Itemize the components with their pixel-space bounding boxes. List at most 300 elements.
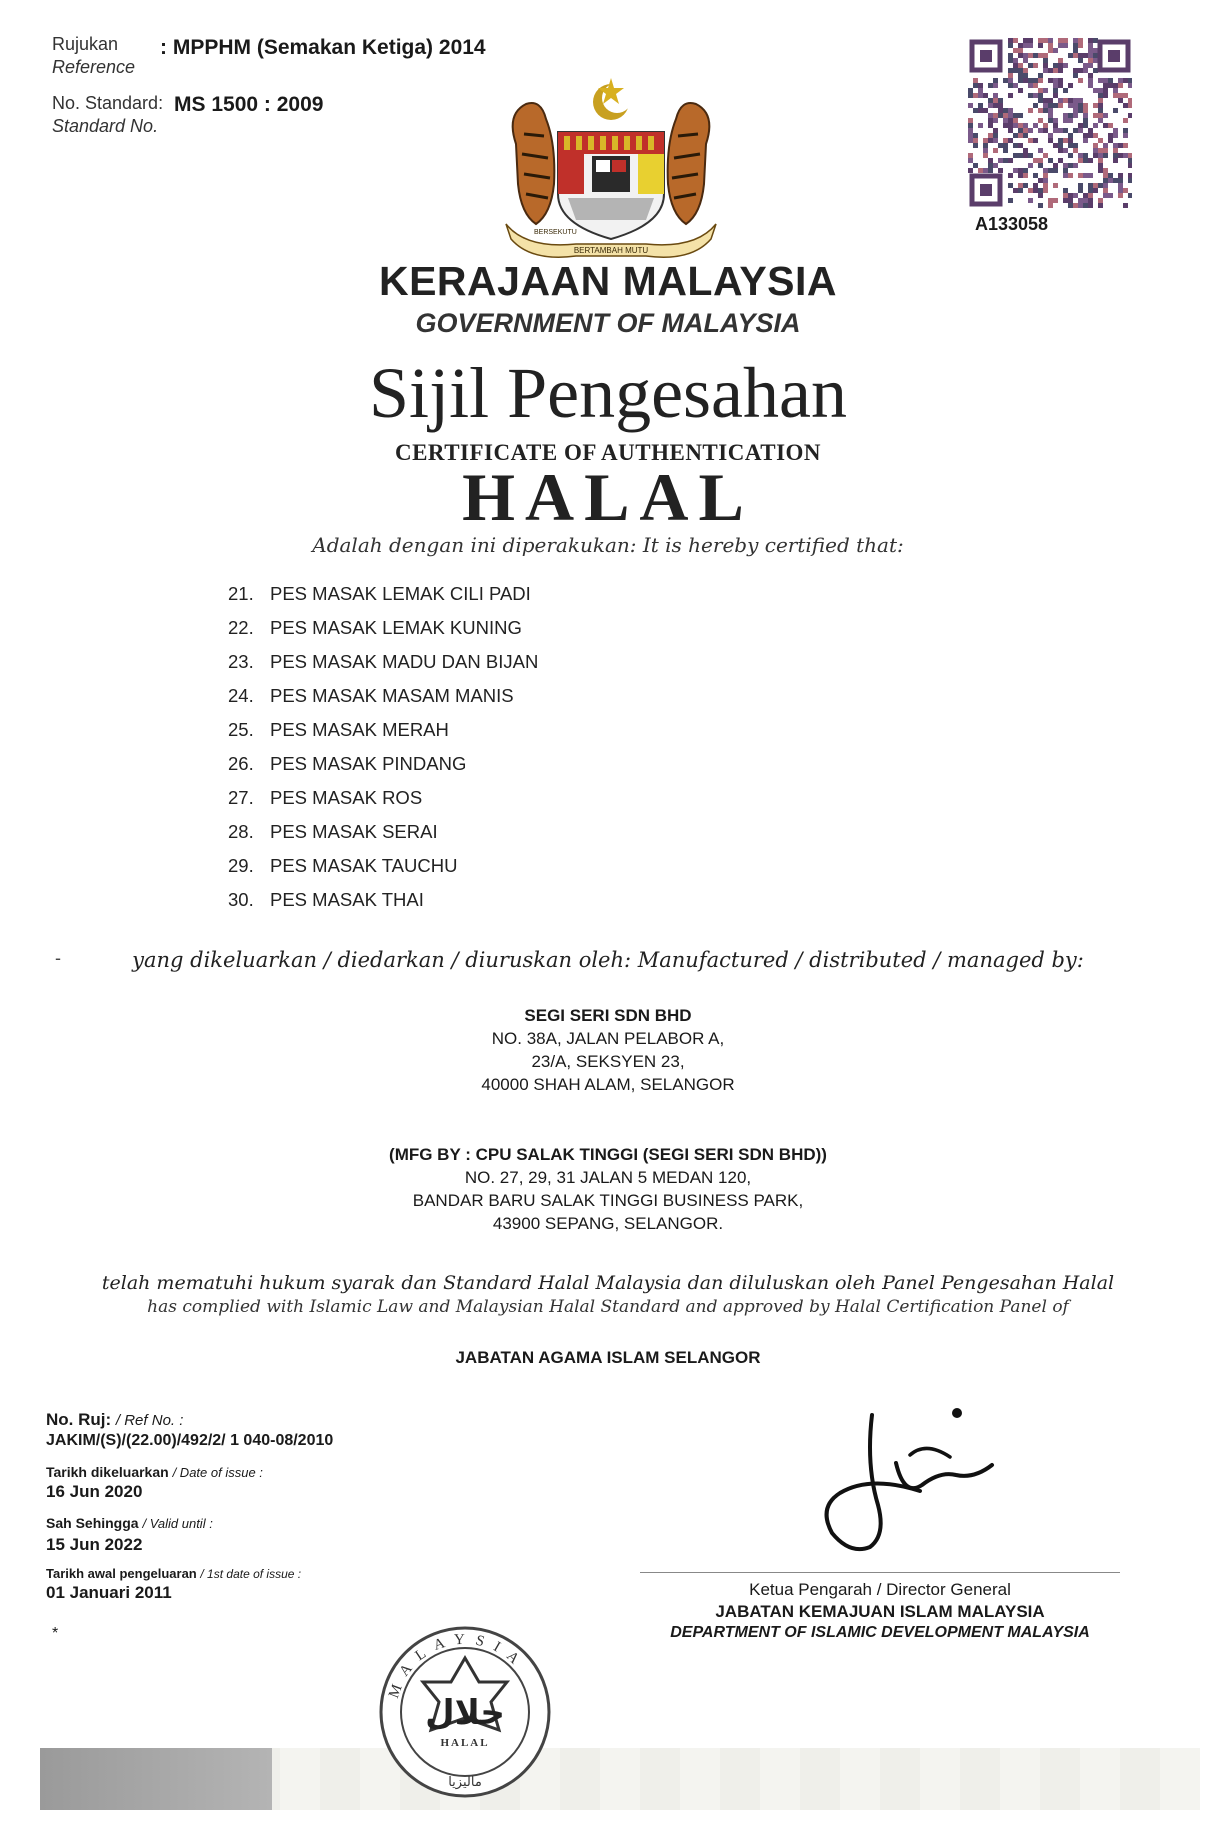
qr-cell <box>1048 38 1053 43</box>
qr-cell <box>998 98 1003 103</box>
qr-cell <box>1123 128 1128 133</box>
mfg-name: (MFG BY : CPU SALAK TINGGI (SEGI SERI SDN BHD)) <box>389 1145 827 1164</box>
issue-date-label-ms: Tarikh dikeluarkan <box>46 1464 169 1480</box>
qr-cell <box>968 158 973 163</box>
qr-cell <box>1063 113 1068 118</box>
qr-cell <box>1033 83 1038 88</box>
qr-cell <box>1128 158 1132 163</box>
qr-cell <box>1038 108 1043 113</box>
qr-cell <box>1123 133 1128 138</box>
qr-cell <box>1013 188 1018 193</box>
qr-cell <box>983 143 988 148</box>
qr-cell <box>1023 53 1028 58</box>
qr-cell <box>1128 193 1132 198</box>
qr-cell <box>1073 68 1078 73</box>
qr-cell <box>1033 183 1038 188</box>
mfg-address-line: NO. 27, 29, 31 JALAN 5 MEDAN 120, <box>464 1168 752 1187</box>
qr-cell <box>1058 103 1063 108</box>
qr-cell <box>1048 103 1053 108</box>
qr-cell <box>1093 143 1098 148</box>
qr-cell <box>1058 58 1063 63</box>
standard-label-ms: No. Standard: <box>52 93 164 113</box>
qr-cell <box>1038 188 1043 193</box>
qr-cell <box>1038 118 1043 123</box>
qr-cell <box>988 138 993 143</box>
qr-cell <box>1103 78 1108 83</box>
qr-cell <box>1113 153 1118 158</box>
qr-cell <box>1078 68 1083 73</box>
qr-cell <box>1003 123 1008 128</box>
qr-cell <box>1008 73 1013 78</box>
qr-cell <box>1073 203 1078 208</box>
qr-cell <box>1028 53 1033 58</box>
qr-cell <box>1018 63 1023 68</box>
product-item <box>228 855 457 877</box>
qr-cell <box>1118 173 1123 178</box>
qr-cell <box>1038 128 1043 133</box>
qr-cell <box>1093 68 1098 73</box>
qr-cell <box>1078 123 1083 128</box>
qr-cell <box>1053 93 1058 98</box>
qr-cell <box>998 108 1003 113</box>
qr-cell <box>1008 68 1013 73</box>
qr-cell <box>1048 118 1053 123</box>
qr-cell <box>1003 108 1008 113</box>
qr-code-icon <box>968 38 1132 208</box>
reference-value: : MPPHM (Semakan Ketiga) 2014 <box>160 36 486 59</box>
qr-cell <box>1048 78 1053 83</box>
qr-cell <box>1013 63 1018 68</box>
qr-cell <box>1013 118 1018 123</box>
qr-cell <box>983 93 988 98</box>
qr-cell <box>1043 63 1048 68</box>
signature-line <box>640 1572 1120 1573</box>
qr-cell <box>1043 168 1048 173</box>
qr-cell <box>1113 143 1118 148</box>
qr-cell <box>1063 193 1068 198</box>
qr-cell <box>1048 108 1053 113</box>
qr-cell <box>1093 148 1098 153</box>
qr-cell <box>1073 193 1078 198</box>
qr-cell <box>1018 153 1023 158</box>
qr-cell <box>1038 73 1043 78</box>
qr-cell <box>1128 178 1132 183</box>
qr-cell <box>1083 158 1088 163</box>
halal-logo-arabic: حلال <box>425 1693 505 1733</box>
qr-cell <box>1018 68 1023 73</box>
crest-ribbon-text: BERTAMBAH MUTU <box>573 246 649 255</box>
qr-cell <box>1103 178 1108 183</box>
qr-cell <box>1023 123 1028 128</box>
product-name: PES MASAK TAUCHU <box>270 855 458 876</box>
qr-cell <box>1078 58 1083 63</box>
qr-cell <box>1098 108 1103 113</box>
qr-cell <box>973 143 978 148</box>
qr-cell <box>993 138 998 143</box>
qr-cell <box>1068 173 1073 178</box>
qr-cell <box>1098 203 1103 208</box>
qr-cell <box>1018 78 1023 83</box>
qr-cell <box>1028 43 1033 48</box>
qr-cell <box>1068 193 1073 198</box>
qr-cell <box>1073 148 1078 153</box>
qr-cell <box>1058 43 1063 48</box>
national-crest-icon <box>496 74 726 264</box>
qr-cell <box>1073 98 1078 103</box>
qr-cell <box>1093 58 1098 63</box>
qr-cell <box>1103 93 1108 98</box>
qr-cell <box>1078 183 1083 188</box>
qr-cell <box>1128 163 1132 168</box>
qr-cell <box>1093 113 1098 118</box>
qr-cell <box>1083 193 1088 198</box>
qr-cell <box>1098 158 1103 163</box>
qr-cell <box>1048 168 1053 173</box>
qr-cell <box>1088 198 1093 203</box>
qr-cell <box>1053 68 1058 73</box>
qr-cell <box>1028 198 1033 203</box>
qr-cell <box>1073 163 1078 168</box>
qr-cell <box>1108 83 1113 88</box>
first-issue-label-ms: Tarikh awal pengeluaran <box>46 1566 197 1581</box>
qr-cell <box>1103 193 1108 198</box>
qr-cell <box>993 128 998 133</box>
qr-cell <box>1033 173 1038 178</box>
star-mark: * <box>52 1625 59 1642</box>
product-item <box>228 889 424 911</box>
qr-cell <box>1013 123 1018 128</box>
qr-cell <box>1088 63 1093 68</box>
qr-cell <box>978 103 983 108</box>
qr-cell <box>1088 193 1093 198</box>
qr-cell <box>1058 63 1063 68</box>
qr-cell <box>988 158 993 163</box>
issue-date-value: 16 Jun 2020 <box>46 1482 143 1501</box>
qr-cell <box>1048 113 1053 118</box>
qr-cell <box>1098 183 1103 188</box>
qr-cell <box>1063 163 1068 168</box>
qr-cell <box>1028 128 1033 133</box>
qr-cell <box>1028 163 1033 168</box>
qr-cell <box>1043 108 1048 113</box>
qr-cell <box>1093 38 1098 43</box>
qr-cell <box>1113 178 1118 183</box>
product-name: PES MASAK LEMAK CILI PADI <box>270 583 531 604</box>
redacted-block <box>40 1748 272 1810</box>
qr-cell <box>1058 128 1063 133</box>
qr-cell <box>1108 133 1113 138</box>
qr-cell <box>1113 88 1118 93</box>
qr-cell <box>1003 138 1008 143</box>
qr-cell <box>1098 98 1103 103</box>
product-name: PES MASAK SERAI <box>270 821 438 842</box>
qr-cell <box>1023 183 1028 188</box>
standard-value: MS 1500 : 2009 <box>174 93 324 116</box>
government-ms: KERAJAAN MALAYSIA <box>378 258 838 304</box>
qr-cell <box>993 118 998 123</box>
product-item <box>228 685 514 707</box>
qr-cell <box>1078 103 1083 108</box>
qr-cell <box>1003 143 1008 148</box>
qr-cell <box>1088 183 1093 188</box>
product-number: 29. <box>228 855 254 876</box>
qr-cell <box>1093 188 1098 193</box>
qr-cell <box>1078 43 1083 48</box>
issue-date-label <box>46 1464 263 1480</box>
serial-number: A133058 <box>975 214 1049 234</box>
qr-cell <box>1068 153 1073 158</box>
qr-cell <box>1053 83 1058 88</box>
qr-cell <box>1073 103 1078 108</box>
qr-cell <box>1063 198 1068 203</box>
qr-cell <box>1068 143 1073 148</box>
qr-cell <box>968 128 973 133</box>
qr-cell <box>1048 68 1053 73</box>
qr-cell <box>993 83 998 88</box>
qr-cell <box>1083 53 1088 58</box>
qr-cell <box>1033 93 1038 98</box>
qr-cell <box>1068 133 1073 138</box>
qr-cell <box>1083 63 1088 68</box>
qr-cell <box>1028 153 1033 158</box>
qr-cell <box>1113 108 1118 113</box>
qr-cell <box>1013 48 1018 53</box>
qr-cell <box>1073 73 1078 78</box>
qr-cell <box>1023 168 1028 173</box>
qr-cell <box>1093 103 1098 108</box>
qr-cell <box>1088 173 1093 178</box>
qr-cell <box>1008 108 1013 113</box>
qr-cell <box>1053 168 1058 173</box>
halal-logo-latin: HALAL <box>440 1737 490 1749</box>
first-issue-label <box>46 1566 301 1581</box>
qr-cell <box>1008 38 1013 43</box>
qr-cell <box>1073 43 1078 48</box>
qr-cell <box>1108 193 1113 198</box>
qr-cell <box>1123 93 1128 98</box>
qr-cell <box>1078 158 1083 163</box>
qr-cell <box>1123 203 1128 208</box>
qr-cell <box>1083 118 1088 123</box>
qr-cell <box>1123 153 1128 158</box>
qr-cell <box>1053 118 1058 123</box>
qr-cell <box>993 148 998 153</box>
qr-cell <box>1023 68 1028 73</box>
qr-cell <box>1073 143 1078 148</box>
qr-cell <box>983 108 988 113</box>
qr-cell <box>968 123 973 128</box>
qr-cell <box>1103 183 1108 188</box>
qr-cell <box>1008 128 1013 133</box>
qr-cell <box>1128 113 1132 118</box>
product-number: 21. <box>228 583 254 604</box>
qr-cell <box>1038 98 1043 103</box>
qr-cell <box>1038 163 1043 168</box>
qr-cell <box>1043 123 1048 128</box>
qr-cell <box>1083 108 1088 113</box>
qr-cell <box>1038 193 1043 198</box>
qr-cell <box>1033 138 1038 143</box>
qr-cell <box>1008 118 1013 123</box>
qr-cell <box>988 118 993 123</box>
qr-cell <box>1063 128 1068 133</box>
qr-cell <box>1063 63 1068 68</box>
qr-cell <box>1123 188 1128 193</box>
qr-cell <box>1098 163 1103 168</box>
qr-cell <box>1063 148 1068 153</box>
qr-cell <box>1063 168 1068 173</box>
qr-cell <box>1103 88 1108 93</box>
qr-cell <box>1023 148 1028 153</box>
qr-cell <box>988 113 993 118</box>
qr-cell <box>1128 83 1132 88</box>
manufactured-line: yang dikeluarkan / diedarkan / diuruskan oleh: Manufactured / distributed / managed by: <box>132 948 1084 972</box>
qr-cell <box>1018 73 1023 78</box>
qr-cell <box>1068 203 1073 208</box>
qr-cell <box>1023 173 1028 178</box>
qr-cell <box>1088 78 1093 83</box>
qr-cell <box>1013 58 1018 63</box>
product-number: 26. <box>228 753 254 774</box>
qr-cell <box>1088 158 1093 163</box>
qr-cell <box>1068 118 1073 123</box>
qr-cell <box>1113 93 1118 98</box>
qr-cell <box>993 113 998 118</box>
ref-no-label <box>46 1410 183 1430</box>
qr-cell <box>1028 78 1033 83</box>
valid-until-value: 15 Jun 2022 <box>46 1535 143 1554</box>
qr-cell <box>1078 188 1083 193</box>
qr-cell <box>973 83 978 88</box>
company-name: SEGI SERI SDN BHD <box>524 1006 692 1025</box>
qr-cell <box>1073 113 1078 118</box>
company-address-line: 23/A, SEKSYEN 23, <box>531 1052 685 1071</box>
qr-cell <box>1093 153 1098 158</box>
product-item <box>228 651 538 673</box>
qr-cell <box>988 123 993 128</box>
qr-cell <box>1028 188 1033 193</box>
qr-cell <box>1098 168 1103 173</box>
company-address-line: 40000 SHAH ALAM, SELANGOR <box>481 1075 735 1094</box>
qr-cell <box>1038 78 1043 83</box>
qr-cell <box>1118 193 1123 198</box>
qr-cell <box>1053 88 1058 93</box>
qr-cell <box>1028 38 1033 43</box>
certificate-title-en: CERTIFICATE OF AUTHENTICATION <box>394 440 822 465</box>
qr-cell <box>1068 98 1073 103</box>
qr-cell <box>1103 123 1108 128</box>
qr-cell <box>1048 198 1053 203</box>
qr-cell <box>1023 73 1028 78</box>
qr-cell <box>1088 133 1093 138</box>
qr-cell <box>1058 148 1063 153</box>
product-name: PES MASAK MERAH <box>270 719 449 740</box>
qr-cell <box>1018 173 1023 178</box>
qr-cell <box>973 108 978 113</box>
qr-cell <box>1083 103 1088 108</box>
qr-cell <box>1008 138 1013 143</box>
qr-cell <box>1118 183 1123 188</box>
qr-cell <box>998 143 1003 148</box>
qr-cell <box>1043 88 1048 93</box>
qr-cell <box>1083 133 1088 138</box>
qr-cell <box>1103 143 1108 148</box>
qr-cell <box>978 88 983 93</box>
qr-cell <box>1013 153 1018 158</box>
first-issue-label-en: / 1st date of issue : <box>200 1567 302 1581</box>
qr-cell <box>978 93 983 98</box>
reference-label-ms: Rujukan <box>52 34 119 54</box>
qr-cell <box>1013 168 1018 173</box>
qr-cell <box>1038 53 1043 58</box>
qr-cell <box>1038 38 1043 43</box>
qr-cell <box>1023 133 1028 138</box>
qr-cell <box>1008 53 1013 58</box>
qr-cell <box>1038 158 1043 163</box>
qr-cell <box>1063 173 1068 178</box>
qr-cell <box>1018 143 1023 148</box>
qr-cell <box>1128 103 1132 108</box>
qr-cell <box>1053 48 1058 53</box>
qr-cell <box>1078 53 1083 58</box>
qr-cell <box>983 168 988 173</box>
qr-cell <box>1008 78 1013 83</box>
certificate-title-halal: HALAL <box>462 459 754 535</box>
qr-cell <box>968 138 973 143</box>
qr-cell <box>1103 153 1108 158</box>
qr-cell <box>1028 83 1033 88</box>
qr-cell <box>1008 183 1013 188</box>
qr-cell <box>1088 203 1093 208</box>
qr-cell <box>1053 143 1058 148</box>
qr-cell <box>1048 43 1053 48</box>
qr-cell <box>1078 78 1083 83</box>
qr-cell <box>1128 98 1132 103</box>
qr-cell <box>1118 98 1123 103</box>
qr-cell <box>1033 78 1038 83</box>
qr-cell <box>1058 78 1063 83</box>
qr-cell <box>968 118 973 123</box>
product-item <box>228 583 531 605</box>
certified-line: Adalah dengan ini diperakukan: It is hereby certified that: <box>312 533 904 557</box>
qr-cell <box>1033 53 1038 58</box>
product-name: PES MASAK PINDANG <box>270 753 467 774</box>
qr-cell <box>1018 53 1023 58</box>
qr-cell <box>1093 183 1098 188</box>
qr-cell <box>968 103 973 108</box>
mfg-address-line: BANDAR BARU SALAK TINGGI BUSINESS PARK, <box>412 1191 804 1210</box>
qr-cell <box>1043 183 1048 188</box>
qr-cell <box>1063 188 1068 193</box>
product-name: PES MASAK THAI <box>270 889 424 910</box>
halal-logo-bottom-arabic: ماليزيا <box>448 1775 482 1790</box>
product-name: PES MASAK ROS <box>270 787 423 808</box>
qr-cell <box>1078 203 1083 208</box>
qr-cell <box>1098 93 1103 98</box>
signatory-department-en: DEPARTMENT OF ISLAMIC DEVELOPMENT MALAYSIA <box>670 1624 1090 1641</box>
qr-cell <box>1128 78 1132 83</box>
qr-cell <box>993 133 998 138</box>
product-number: 22. <box>228 617 254 638</box>
ref-no-label-ms: No. Ruj: <box>46 1410 112 1429</box>
qr-cell <box>1073 128 1078 133</box>
qr-cell <box>1023 153 1028 158</box>
qr-cell <box>1053 198 1058 203</box>
qr-cell <box>1068 198 1073 203</box>
qr-cell <box>1078 198 1083 203</box>
qr-cell <box>1088 73 1093 78</box>
qr-cell <box>1023 128 1028 133</box>
